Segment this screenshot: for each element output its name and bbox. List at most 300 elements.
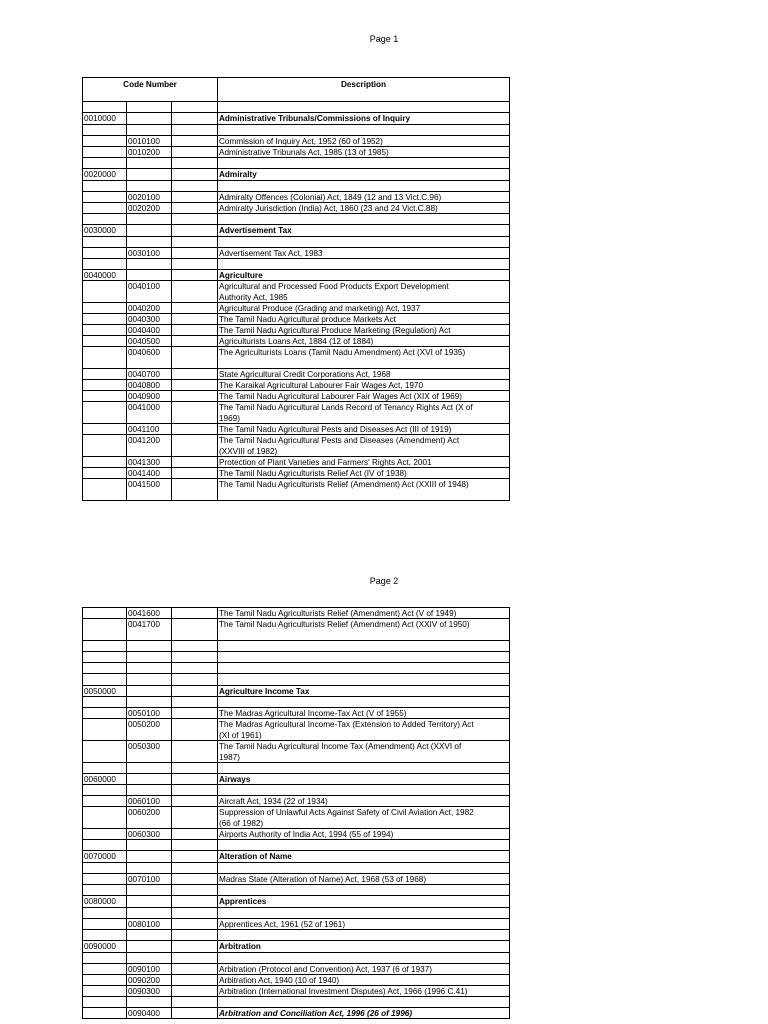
section-code-cell [83,785,127,795]
description-cell: The Tamil Nadu Agricultural Lands Record of Tenancy Rights Act (X of 1969) [219,403,473,423]
section-code-cell [83,863,127,873]
spare-cell [172,147,218,157]
table-row [83,774,509,785]
table-row [83,369,509,380]
section-code-cell [83,652,127,662]
sub-code-cell: 0040600 [127,347,172,368]
section-code-cell [83,214,127,224]
description-cell [218,158,509,168]
section-code-cell [83,136,127,146]
description-cell: Arbitration (International Investment Disputes) Act, 1966 (1996 C.41) [219,987,468,996]
description-cell [218,840,509,850]
section-code-cell: 0080000 [83,896,127,907]
spare-cell [172,763,218,773]
section-code-cell [83,763,127,773]
description-cell: The Tamil Nadu Agricultural Pests and Diseases Act (III of 1919) [219,425,452,434]
description-cell: The Madras Agricultural Income-Tax Act (V of 1955) [219,709,407,718]
sub-code-cell: 0060100 [127,796,172,806]
spare-cell [172,829,218,839]
section-code-cell [83,102,127,112]
description-cell: Airports Authority of India Act, 1994 (55 of 1994) [219,830,394,839]
description-cell: Admiralty Jurisdiction (India) Act, 1860 (23 and 24 Vict.C.88) [219,204,438,213]
spare-cell [172,435,218,456]
description-cell: Apprentices [219,897,267,906]
sub-code-cell: 0020100 [127,192,172,202]
sub-code-cell [127,237,172,247]
sub-code-cell: 0090300 [127,986,172,996]
table-row [83,391,509,402]
table-row [83,457,509,468]
table-row [83,896,509,908]
spare-cell [172,919,218,929]
table-row [83,763,509,774]
description-cell: Admiralty [219,170,257,179]
description-cell: The Tamil Nadu Agricultural produce Markets Act [219,315,396,324]
sub-code-cell [127,181,172,191]
table-row [83,708,509,719]
section-code-cell: 0070000 [83,851,127,862]
table-row [83,908,509,919]
spare-cell [172,457,218,467]
section-code-cell [83,347,127,368]
section-code-cell [83,741,127,762]
description-cell: The Tamil Nadu Agriculturists Relief (Amendment) Act (XXIII of 1948) [219,480,469,489]
spare-cell [172,785,218,795]
sub-code-cell: 0050300 [127,741,172,762]
spare-cell [172,674,218,685]
spare-cell [172,686,218,696]
spare-cell [172,997,218,1007]
table-row [83,225,509,237]
description-cell: Advertisement Tax Act, 1983 [219,249,323,258]
table-row [83,136,509,147]
section-code-cell: 0060000 [83,774,127,784]
sub-code-cell: 0030100 [127,248,172,258]
section-code-cell [83,807,127,828]
section-code-cell [83,424,127,434]
table-row [83,192,509,203]
description-cell: The Tamil Nadu Agricultural Pests and Diseases (Amendment) Act (XXVIII of 1982) [219,436,460,456]
section-code-cell [83,997,127,1007]
description-cell: The Tamil Nadu Agricultural Income Tax (Amendment) Act (XXVI of 1987) [219,742,462,762]
description-cell [218,125,509,135]
description-cell [218,697,509,707]
spare-cell [172,697,218,707]
description-cell [218,214,509,224]
table-row [83,997,509,1008]
spare-cell [172,964,218,974]
table-row [83,336,509,347]
page-1-label: Page 1 [369,34,399,44]
section-code-cell: 0010000 [83,113,127,124]
sub-code-cell [127,686,172,696]
sub-code-cell: 0040800 [127,380,172,390]
table-row [83,303,509,314]
spare-cell [172,774,218,784]
section-code-cell [83,147,127,157]
description-cell: Aircraft Act, 1934 (22 of 1934) [219,797,328,806]
spare-cell [172,708,218,718]
spare-cell [172,225,218,236]
spare-cell [172,391,218,401]
section-code-cell [83,885,127,895]
section-code-cell [83,953,127,963]
spare-cell [172,303,218,313]
description-cell: Agricultural Produce (Grading and marketing) Act, 1937 [219,304,421,313]
table-row [83,874,509,885]
section-code-cell [83,608,127,618]
sub-code-cell: 0090100 [127,964,172,974]
sub-code-cell [127,851,172,862]
sub-code-cell [127,896,172,907]
sub-code-cell: 0041100 [127,424,172,434]
table-row [83,214,509,225]
description-cell: Administrative Tribunals/Commissions of Inquiry [219,114,411,123]
spare-cell [172,270,218,280]
spare-cell [172,102,218,112]
section-code-cell [83,192,127,202]
description-cell: Arbitration Act, 1940 (10 of 1940) [219,976,340,985]
spare-cell [172,863,218,873]
sub-code-cell: 0060200 [127,807,172,828]
sub-code-cell: 0041300 [127,457,172,467]
table-row [83,347,509,369]
table-row [83,674,509,686]
sub-code-cell [127,158,172,168]
sub-code-cell [127,930,172,940]
spare-cell [172,125,218,135]
description-cell [218,674,509,685]
sub-code-cell: 0050100 [127,708,172,718]
section-code-cell [83,336,127,346]
section-code-cell [83,829,127,839]
table-row [83,608,509,619]
spare-cell [172,169,218,180]
spare-cell [172,369,218,379]
description-header: Description [340,80,387,89]
section-code-cell [83,874,127,884]
sub-code-cell [127,113,172,124]
spare-cell [172,314,218,324]
sub-code-cell [127,697,172,707]
section-code-cell [83,325,127,335]
section-code-cell [83,457,127,467]
sub-code-cell [127,102,172,112]
table-row [83,796,509,807]
section-code-cell [83,986,127,996]
table-row [83,986,509,997]
description-cell: Madras State (Alteration of Name) Act, 1968 (53 of 1968) [219,875,427,884]
table-row [83,424,509,435]
description-cell [218,885,509,895]
description-cell [218,102,509,112]
table-row [83,641,509,652]
sub-code-cell: 0040500 [127,336,172,346]
description-cell: Agriculture Income Tax [219,687,310,696]
sub-code-cell: 0070100 [127,874,172,884]
table-header [83,78,509,102]
description-cell [218,863,509,873]
sub-code-cell [127,225,172,236]
description-cell [218,930,509,940]
table-row [83,686,509,697]
section-code-cell [83,314,127,324]
sub-code-cell: 0050200 [127,719,172,740]
spare-cell [172,896,218,907]
section-code-cell [83,281,127,302]
description-cell [218,908,509,918]
table-row [83,380,509,391]
section-code-cell [83,840,127,850]
sub-code-cell: 0090200 [127,975,172,985]
table-row [83,697,509,708]
table-row [83,807,509,829]
description-cell: Arbitration (Protocol and Convention) Act, 1937 (6 of 1937) [219,965,432,974]
description-cell: Arbitration and Conciliation Act, 1996 (26 of 1996) [219,1009,413,1018]
spare-cell [172,608,218,618]
section-code-cell [83,248,127,258]
description-cell [218,181,509,191]
description-cell [218,763,509,773]
spare-cell [172,248,218,258]
sub-code-cell [127,885,172,895]
section-code-cell [83,796,127,806]
table-row [83,863,509,874]
spare-cell [172,402,218,423]
table-row [83,203,509,214]
spare-cell [172,347,218,368]
table-row [83,619,509,641]
table-row [83,479,509,501]
section-code-cell [83,369,127,379]
sub-code-cell: 0040700 [127,369,172,379]
spare-cell [172,953,218,963]
sub-code-cell [127,641,172,651]
sub-code-cell [127,763,172,773]
spare-cell [172,719,218,740]
table-row [83,169,509,181]
page-2-table [82,607,510,1019]
description-cell [218,641,509,651]
spare-cell [172,975,218,985]
spare-cell [172,741,218,762]
table-row [83,158,509,169]
description-cell: The Tamil Nadu Agricultural Produce Marketing (Regulation) Act [219,326,451,335]
description-cell: Suppression of Unlawful Acts Against Safety of Civil Aviation Act, 1982 (66 of 1982) [219,808,474,828]
sub-code-cell [127,259,172,269]
section-code-cell: 0040000 [83,270,127,280]
spare-cell [172,424,218,434]
description-cell: Agriculturists Loans Act, 1884 (12 of 1884) [219,337,374,346]
table-row [83,964,509,975]
page-1-table [82,77,510,501]
table-row [83,113,509,125]
table-row [83,719,509,741]
section-code-cell [83,435,127,456]
sub-code-cell: 0080100 [127,919,172,929]
table-row [83,785,509,796]
description-cell: State Agricultural Credit Corporations Act, 1968 [219,370,391,379]
table-row [83,741,509,763]
description-cell: Administrative Tribunals Act, 1985 (13 of 1985) [219,148,389,157]
spare-cell [172,986,218,996]
section-code-cell: 0020000 [83,169,127,180]
spare-cell [172,325,218,335]
description-cell [218,997,509,1007]
table-row [83,325,509,336]
description-cell: The Agriculturists Loans (Tamil Nadu Amendment) Act (XVI of 1935) [219,348,466,357]
spare-cell [172,796,218,806]
spare-cell [172,941,218,952]
table-row [83,652,509,663]
section-code-cell [83,930,127,940]
section-code-cell [83,158,127,168]
spare-cell [172,807,218,828]
description-cell: Advertisement Tax [219,226,292,235]
sub-code-cell [127,840,172,850]
sub-code-cell [127,674,172,685]
section-code-cell [83,708,127,718]
description-cell [218,237,509,247]
description-cell: Arbitration [219,942,261,951]
section-code-cell [83,203,127,213]
spare-cell [172,281,218,302]
section-code-cell: 0090000 [83,941,127,952]
section-code-cell [83,380,127,390]
table-row [83,953,509,964]
section-code-cell [83,975,127,985]
spare-cell [172,851,218,862]
spare-cell [172,380,218,390]
description-cell [218,259,509,269]
table-row [83,181,509,192]
sub-code-cell: 0090400 [127,1008,172,1018]
table-row [83,147,509,158]
section-code-cell [83,919,127,929]
description-cell: The Madras Agricultural Income-Tax (Extension to Added Territory) Act (XI of 1961) [219,720,474,740]
table-row [83,840,509,851]
sub-code-cell [127,785,172,795]
page-2-label: Page 2 [369,576,399,586]
sub-code-cell [127,997,172,1007]
sub-code-cell [127,941,172,952]
section-code-cell [83,181,127,191]
spare-cell [172,885,218,895]
description-cell: The Tamil Nadu Agriculturists Relief (Amendment) Act (XXIV of 1950) [219,620,470,629]
sub-code-cell [127,125,172,135]
description-cell: Agricultural and Processed Food Products Export Development Authority Act, 1985 [219,282,449,302]
sub-code-cell: 0040100 [127,281,172,302]
sub-code-cell [127,663,172,673]
sub-code-cell: 0041000 [127,402,172,423]
table-row [83,314,509,325]
spare-cell [172,663,218,673]
spare-cell [172,158,218,168]
sub-code-cell: 0041700 [127,619,172,640]
table-row [83,829,509,840]
sub-code-cell: 0041600 [127,608,172,618]
spare-cell [172,619,218,640]
spare-cell [172,203,218,213]
spare-cell [172,641,218,651]
table-row [83,259,509,270]
sub-code-cell [127,953,172,963]
table-row [83,102,509,113]
sub-code-cell: 0010100 [127,136,172,146]
description-cell: Alteration of Name [219,852,292,861]
sub-code-cell: 0010200 [127,147,172,157]
table-row [83,435,509,457]
section-code-cell [83,391,127,401]
table-row [83,663,509,674]
code-number-header: Code Number [83,78,218,101]
section-code-cell [83,125,127,135]
spare-cell [172,113,218,124]
section-code-cell [83,259,127,269]
description-cell [218,663,509,673]
spare-cell [172,192,218,202]
description-cell: Commission of Inquiry Act, 1952 (60 of 1952) [219,137,383,146]
section-code-cell [83,663,127,673]
sub-code-cell: 0040300 [127,314,172,324]
table-row [83,270,509,281]
spare-cell [172,652,218,662]
table-row [83,975,509,986]
sub-code-cell: 0040400 [127,325,172,335]
section-code-cell [83,964,127,974]
spare-cell [172,840,218,850]
spare-cell [172,1008,218,1018]
description-cell: Protection of Plant Varieties and Farmers' Rights Act, 2001 [219,458,432,467]
spare-cell [172,259,218,269]
sub-code-cell: 0040200 [127,303,172,313]
table-row [83,941,509,953]
spare-cell [172,930,218,940]
description-cell: The Karaikal Agricultural Labourer Fair Wages Act, 1970 [219,381,424,390]
spare-cell [172,214,218,224]
table-row [83,1008,509,1019]
table-row [83,248,509,259]
description-cell: The Tamil Nadu Agricultural Labourer Fair Wages Act (XIX of 1969) [219,392,463,401]
description-cell [218,652,509,662]
section-code-cell [83,641,127,651]
section-code-cell [83,479,127,500]
sub-code-cell [127,774,172,784]
description-cell: Apprentices Act, 1961 (52 of 1961) [219,920,346,929]
section-code-cell [83,402,127,423]
spare-cell [172,908,218,918]
table-row [83,237,509,248]
sub-code-cell: 0060300 [127,829,172,839]
table-row [83,402,509,424]
table-row [83,930,509,941]
spare-cell [172,237,218,247]
sub-code-cell [127,169,172,180]
table-row [83,125,509,136]
spare-cell [172,874,218,884]
sub-code-cell: 0041400 [127,468,172,478]
table-row [83,919,509,930]
section-code-cell: 0030000 [83,225,127,236]
sub-code-cell: 0041200 [127,435,172,456]
description-cell [218,953,509,963]
description-cell: The Tamil Nadu Agriculturists Relief (Amendment) Act (V of 1949) [219,609,457,618]
section-code-cell [83,719,127,740]
section-code-cell: 0050000 [83,686,127,696]
section-code-cell [83,1008,127,1018]
spare-cell [172,336,218,346]
sub-code-cell [127,214,172,224]
